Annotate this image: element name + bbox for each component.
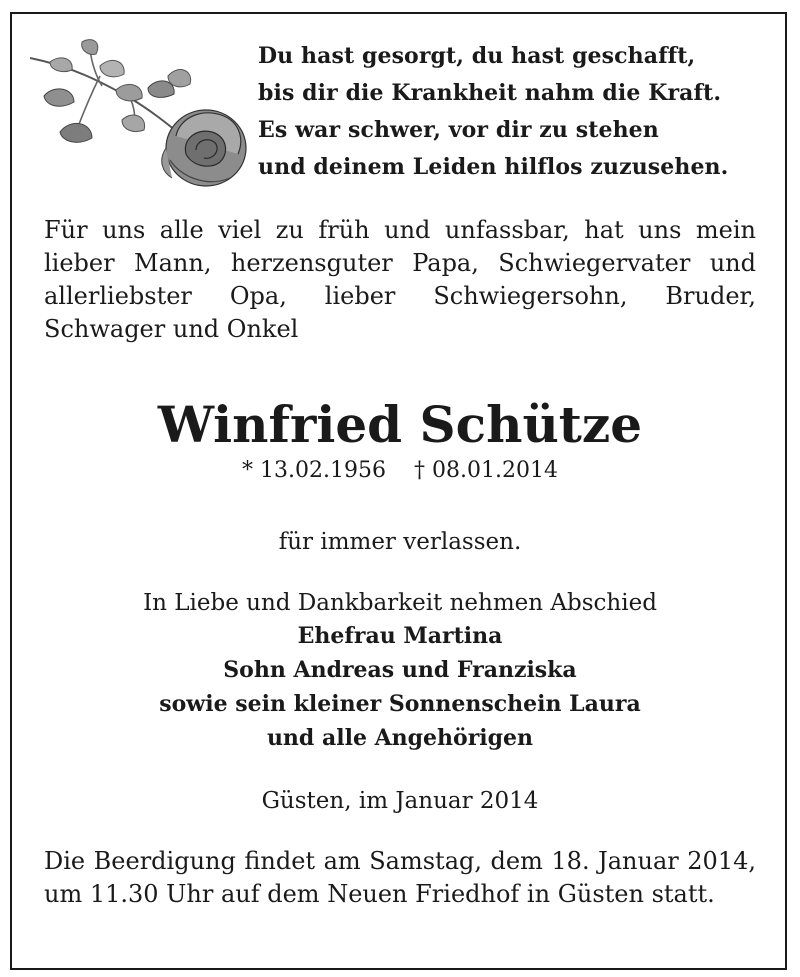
family-member: und alle Angehörigen [266,725,534,751]
farewell-line: In Liebe und Dankbarkeit nehmen Abschied [143,590,657,616]
poem-line: Du hast gesorgt, du hast geschafft, [258,43,696,69]
deceased-name: Winfried Schütze [157,395,643,454]
birth-date: * 13.02.1956 [242,458,386,483]
family-list [0,619,800,755]
death-date: † 08.01.2014 [414,458,558,483]
place-date: Güsten, im Januar 2014 [261,788,539,814]
poem-line: Es war schwer, vor dir zu stehen [258,117,659,143]
poem-line: und deinem Leiden hilflos zuzusehen. [258,154,729,180]
poem [258,38,778,186]
intro-text: Für uns alle viel zu früh und unfassbar, hat uns mein lieber Mann, herzensguter Papa, Schwiegervater und allerliebster Opa, lieber Schwiegersohn, Bruder, Schwager und Onkel [44,216,756,343]
rose-icon [30,36,250,191]
family-member: Ehefrau Martina [297,623,503,649]
family-member: sowie sein kleiner Sonnenschein Laura [159,691,641,717]
family-member: Sohn Andreas und Franziska [223,657,577,683]
poem-line: bis dir die Krankheit nahm die Kraft. [258,80,722,106]
life-dates [0,455,800,487]
left-text: für immer verlassen. [278,529,522,555]
funeral-info: Die Beerdigung findet am Samstag, dem 18. Januar 2014, um 11.30 Uhr auf dem Neuen Friedhof in Güsten statt. [44,847,756,908]
